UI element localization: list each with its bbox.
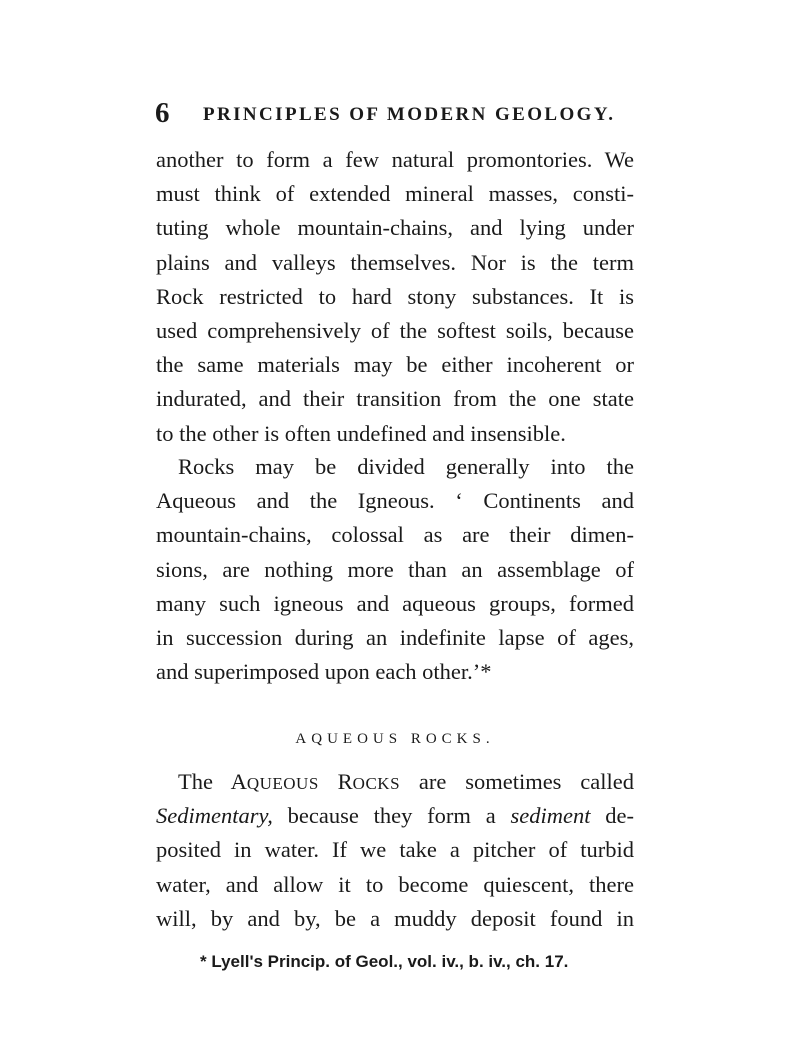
text-line: many such igneous and aqueous groups, formed xyxy=(156,590,634,616)
text-line: indurated, and their transition from the one state xyxy=(156,386,634,412)
small-caps-initial: R xyxy=(337,769,353,794)
text-line: Rocks may be divided generally into the xyxy=(178,454,634,479)
small-caps-run: QUEOUS xyxy=(246,774,319,793)
text-line xyxy=(156,799,634,833)
text-run: The xyxy=(178,769,231,794)
text-line: posited in water. If we take a pitcher of turbid xyxy=(156,837,634,863)
text-line: Rock restricted to hard stony substances. It is xyxy=(156,283,634,309)
italic-term: Sedimentary, xyxy=(156,803,273,829)
section-heading: AQUEOUS ROCKS. xyxy=(295,731,495,747)
italic-term: sediment xyxy=(510,803,591,829)
text-line: Aqueous and the Igneous. ‘ Continents and xyxy=(156,488,634,514)
text-line: will, by and by, be a muddy deposit found in xyxy=(156,905,634,931)
text-line: must think of extended mineral masses, consti- xyxy=(156,181,634,207)
small-caps-run: OCKS xyxy=(352,774,401,793)
text-line: water, and allow it to become quiescent, there xyxy=(156,871,634,897)
text-line: another to form a few natural promontories. We xyxy=(156,147,634,172)
text-line: to the other is often undefined and insensible. xyxy=(156,420,566,446)
text-line: mountain-chains, colossal as are their dimen- xyxy=(156,522,634,548)
small-caps-initial: A xyxy=(230,769,247,794)
text-line: the same materials may be either incoherent or xyxy=(156,352,634,378)
page-number: 6 xyxy=(155,97,170,129)
running-head xyxy=(155,96,635,130)
text-line: plains and valleys themselves. Nor is the term xyxy=(156,249,634,275)
text-run xyxy=(319,769,338,794)
text-line: tuting whole mountain-chains, and lying under xyxy=(156,215,634,241)
text-line: and superimposed upon each other.’* xyxy=(156,659,492,685)
text-run: are sometimes called xyxy=(400,769,634,794)
running-title: PRINCIPLES OF MODERN GEOLOGY. xyxy=(203,104,616,125)
text-line: sions, are nothing more than an assemblage of xyxy=(156,556,634,582)
text-run: because they form a xyxy=(272,803,511,829)
text-run: de- xyxy=(590,803,634,829)
text-line: in succession during an indefinite lapse of ages, xyxy=(156,624,634,650)
text-line xyxy=(156,765,634,799)
paragraph-1 xyxy=(156,143,634,451)
footnote: * Lyell's Princip. of Geol., vol. iv., b. iv., ch. 17. xyxy=(200,952,569,971)
paragraph-3 xyxy=(156,765,634,936)
paragraph-2 xyxy=(156,450,634,689)
text-line: used comprehensively of the softest soils, because xyxy=(156,317,634,343)
